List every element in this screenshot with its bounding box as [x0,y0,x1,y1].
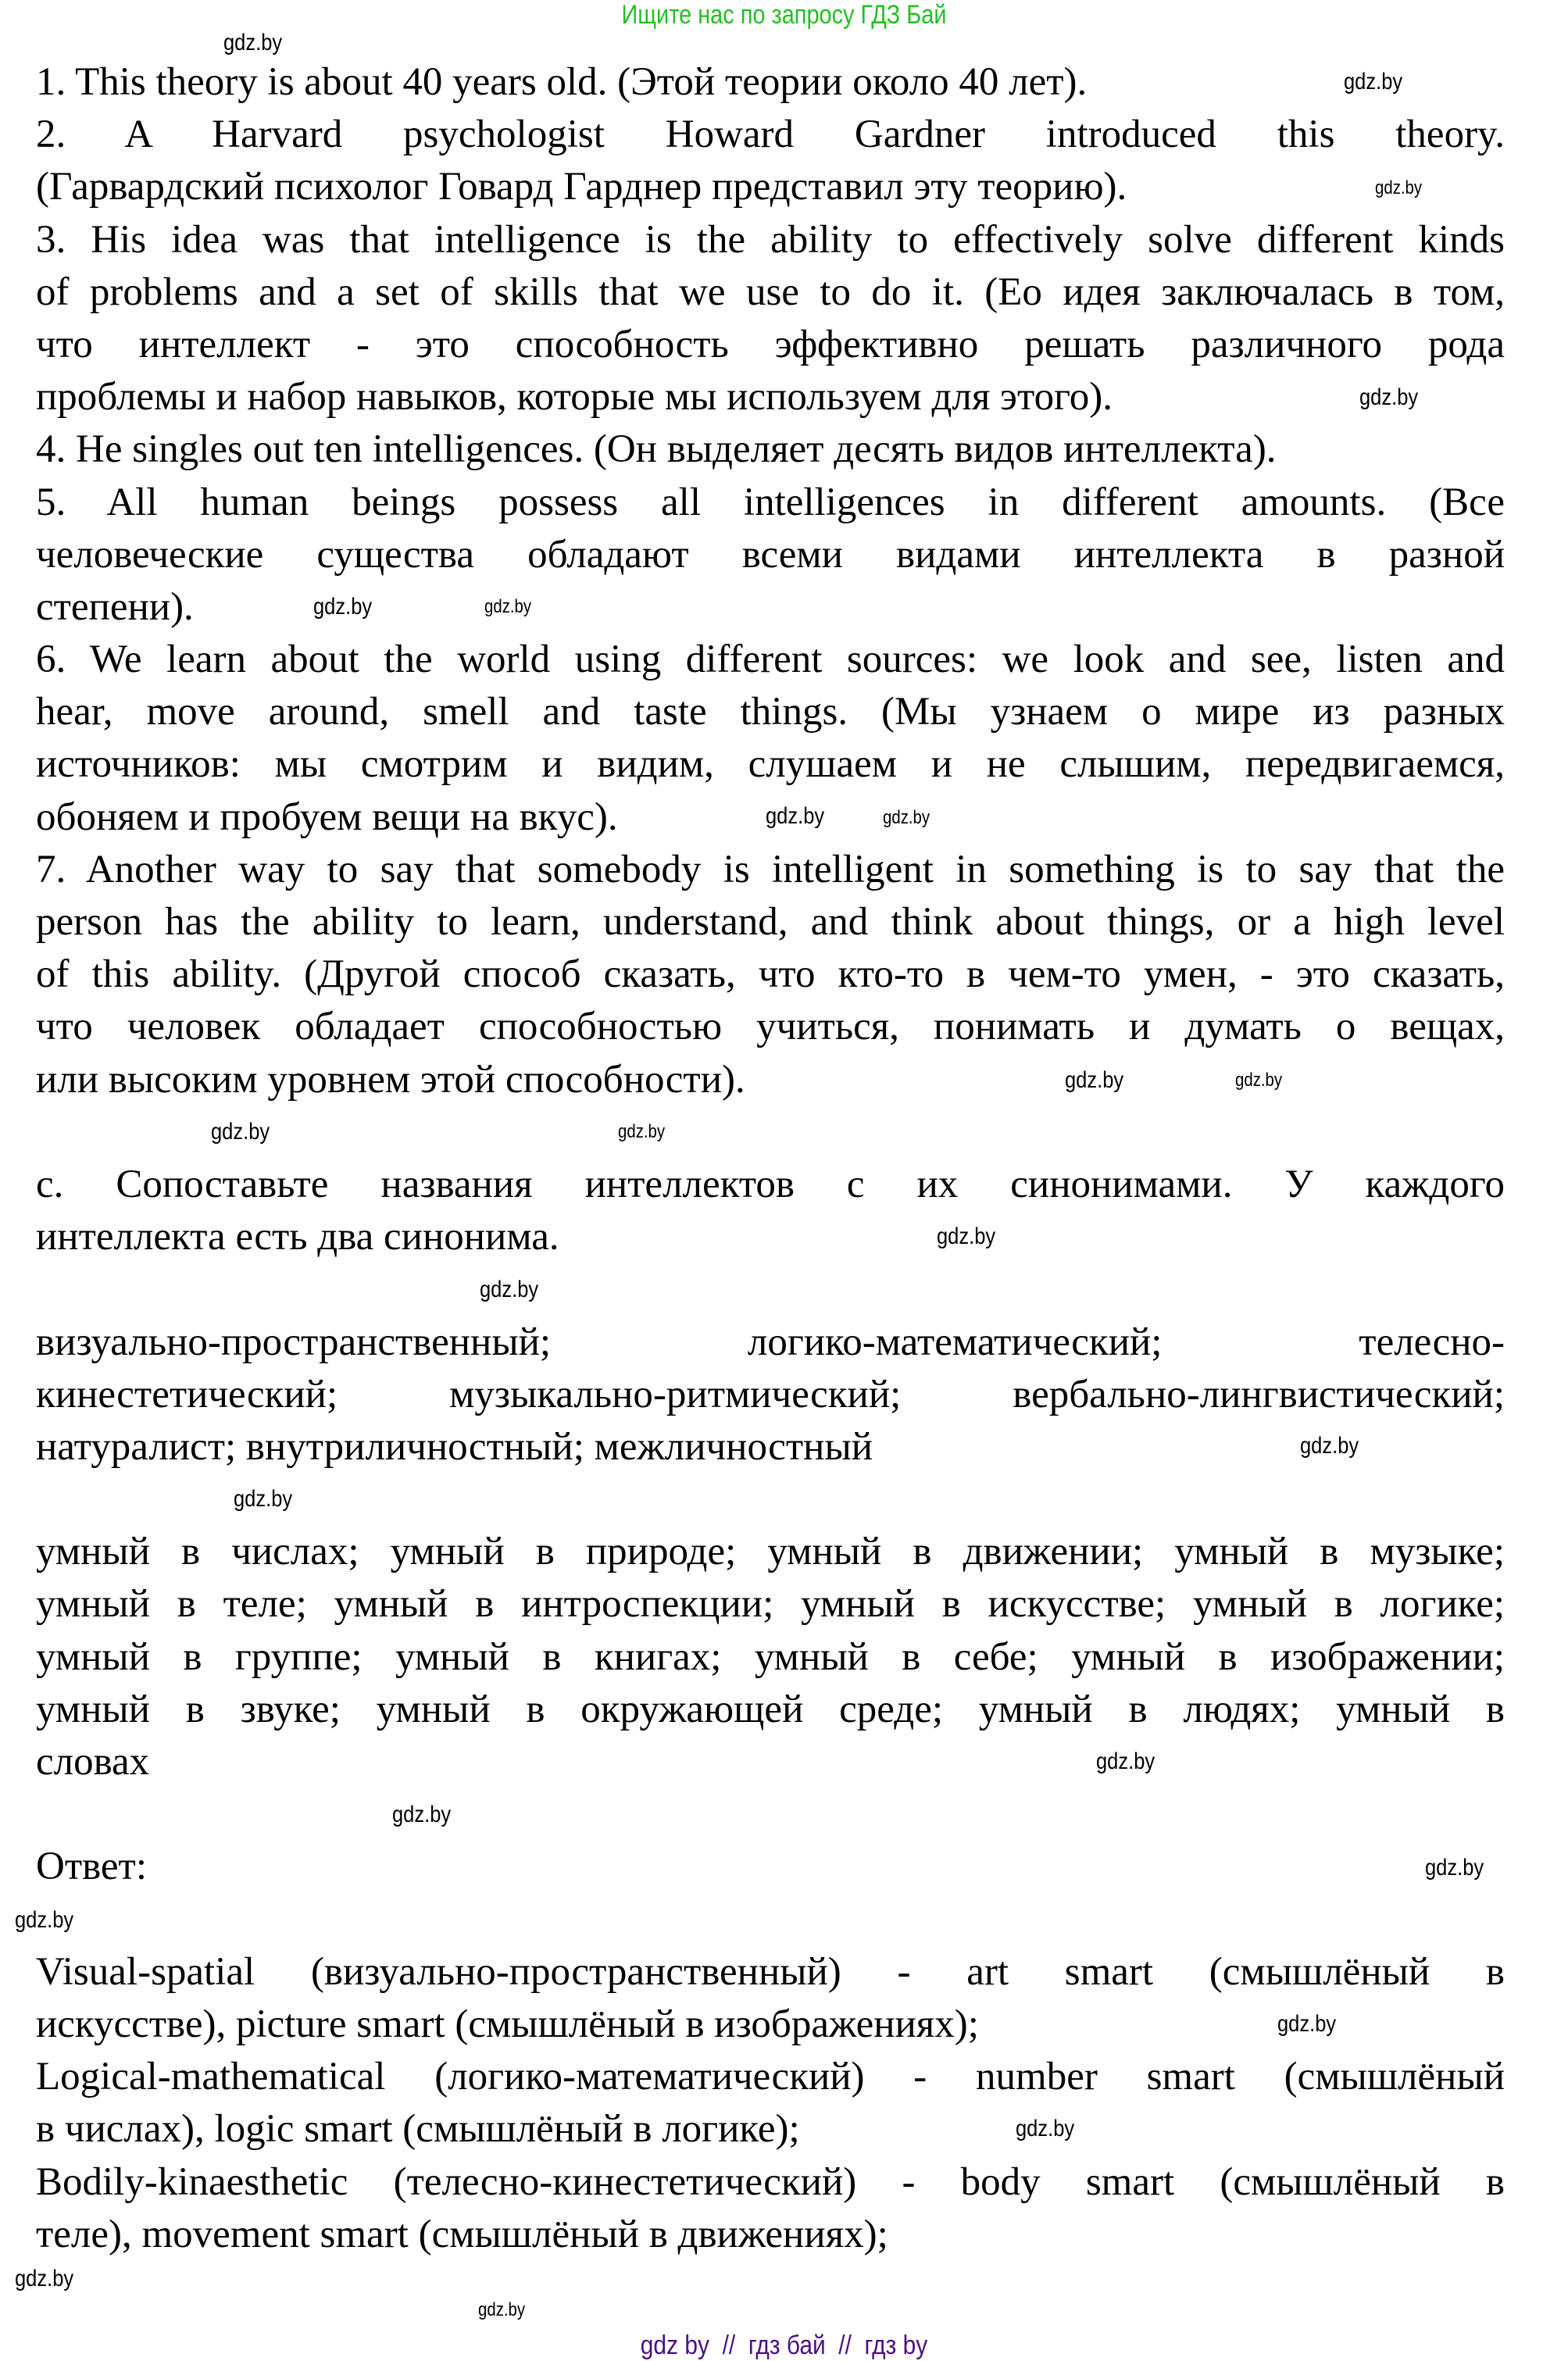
text-line: или высоким уровнем этой способности). [36,1057,745,1102]
text-line: интеллекта есть два синонима. [36,1215,559,1259]
paragraph [36,214,1505,424]
text-line: умный в теле; умный в интроспекции; умный в искусстве; умный в логике; [36,1582,1505,1627]
watermark: gdz.by [1235,1070,1283,1091]
text-line: (Гарвардский психолог Говард Гарднер представил эту теорию). [36,165,1127,209]
section-gap [36,1788,1505,1841]
text-line: 6. We learn about the world using different sources: we look and see, listen and [36,638,1505,682]
text-line: визуально-пространственный; логико-математический; телесно- [36,1320,1505,1364]
watermark: gdz.by [766,803,825,829]
document-body [36,56,1505,2261]
watermark: gdz.by [211,1119,270,1145]
section-gap [36,1263,1505,1316]
section-gap [36,1894,1505,1946]
watermark: gdz.by [937,1223,996,1249]
paragraph [36,109,1505,213]
paragraph [36,423,1505,476]
text-line: Bodily-kinaesthetic (телесно-кинестетический) - body smart (смышлёный в [36,2159,1505,2204]
section [36,1946,1505,2261]
watermark: gdz.by [392,1802,452,1827]
text-line: person has the ability to learn, understand, and think about things, or a high level [36,900,1505,944]
paragraph [36,1316,1505,1474]
text-line: of this ability. (Другой способ сказать, что кто-то в чем-то умен, - это сказать, [36,952,1505,997]
text-line: проблемы и набор навыков, которые мы используем для этого). [36,375,1113,420]
watermark: gdz.by [618,1121,666,1142]
paragraph [36,844,1505,1106]
footer-links[interactable]: gdz by // гдз бай // гдз by [640,2331,928,2360]
paragraph [36,477,1505,634]
text-line: человеческие существа обладают всеми видами интеллекта в разной [36,532,1505,577]
paragraph [36,2156,1505,2261]
text-line: умный в числах; умный в природе; умный в движении; умный в музыке; [36,1530,1505,1574]
text-line: в числах), logic smart (смышлёный в логике); [36,2107,800,2152]
text-line: что интеллект - это способность эффективно решать различного рода [36,322,1505,366]
text-line: словах [36,1740,150,1784]
watermark: gdz.by [15,1907,74,1933]
text-line: Visual-spatial (визуально-пространственный) - art smart (смышлёный в [36,1949,1505,1994]
watermark: gdz.by [1277,2011,1337,2037]
section [36,1841,1505,1893]
text-line: Ответ: [36,1845,147,1889]
section [36,1526,1505,1788]
text-line: hear, move around, smell and taste things. (Мы узнаем о мире из разных [36,690,1505,734]
watermark: gdz.by [478,2299,526,2320]
watermark: gdz.by [1300,1433,1359,1459]
text-line: искусстве), picture smart (смышлёный в изображениях); [36,2002,979,2046]
paragraph [36,1159,1505,1263]
paragraph [36,1526,1505,1788]
text-line: of problems and a set of skills that we use to do it. (Ео идея заключалась в том, [36,270,1505,314]
paragraph [36,56,1505,109]
watermark: gdz.by [1096,1748,1155,1774]
text-line: 1. This theory is about 40 years old. (Этой теории около 40 лет). [36,60,1088,104]
text-line: обоняем и пробуем вещи на вкус). [36,795,618,839]
text-line: 7. Another way to say that somebody is intelligent in something is to say that the [36,847,1505,891]
watermark: gdz.by [883,807,930,828]
watermark: gdz.by [1359,384,1419,410]
text-line: степени). [36,584,194,629]
text-line: 3. His idea was that intelligence is the ability to effectively solve different kinds [36,217,1505,262]
text-line: что человек обладает способностью учиться, понимать и думать о вещах, [36,1005,1505,1049]
watermark: gdz.by [1065,1067,1124,1093]
text-line: 2. A Harvard psychologist Howard Gardner introduced this theory. [36,113,1505,157]
watermark: gdz.by [1375,177,1423,198]
paragraph [36,1841,1505,1893]
text-line: натуралист; внутриличностный; межличностный [36,1424,873,1469]
section [36,56,1505,1106]
watermark: gdz.by [1425,1855,1484,1881]
section [36,1159,1505,1263]
text-line: теле), movement smart (смышлёный в движениях); [36,2212,888,2256]
watermark: gdz.by [480,1277,539,1302]
text-line: Logical-mathematical (логико-математический) - number smart (смышлёный [36,2055,1505,2099]
text-line: кинестетический; музыкально-ритмический; вербально-лингвистический; [36,1372,1505,1416]
watermark: gdz.by [1016,2116,1075,2141]
site-banner[interactable]: Ищите нас по запросу ГДЗ Бай [621,0,947,30]
text-line: источников: мы смотрим и видим, слушаем и не слышим, передвигаемся, [36,742,1505,787]
watermark: gdz.by [234,1486,293,1512]
paragraph [36,2051,1505,2156]
watermark: gdz.by [15,2266,74,2291]
text-line: умный в звуке; умный в окружающей среде; умный в людях; умный в [36,1687,1505,1731]
watermark: gdz.by [1344,69,1403,95]
watermark: gdz.by [223,30,283,55]
watermark: gdz.by [484,596,532,617]
text-line: 4. He singles out ten intelligences. (Он выделяет десять видов интеллекта). [36,427,1277,472]
watermark: gdz.by [313,594,373,620]
text-line: умный в группе; умный в книгах; умный в себе; умный в изображении; [36,1634,1505,1679]
text-line: 5. All human beings possess all intelligences in different amounts. (Все [36,480,1505,524]
section [36,1316,1505,1474]
text-line: c. Сопоставьте названия интеллектов с их синонимами. У каждого [36,1162,1505,1206]
